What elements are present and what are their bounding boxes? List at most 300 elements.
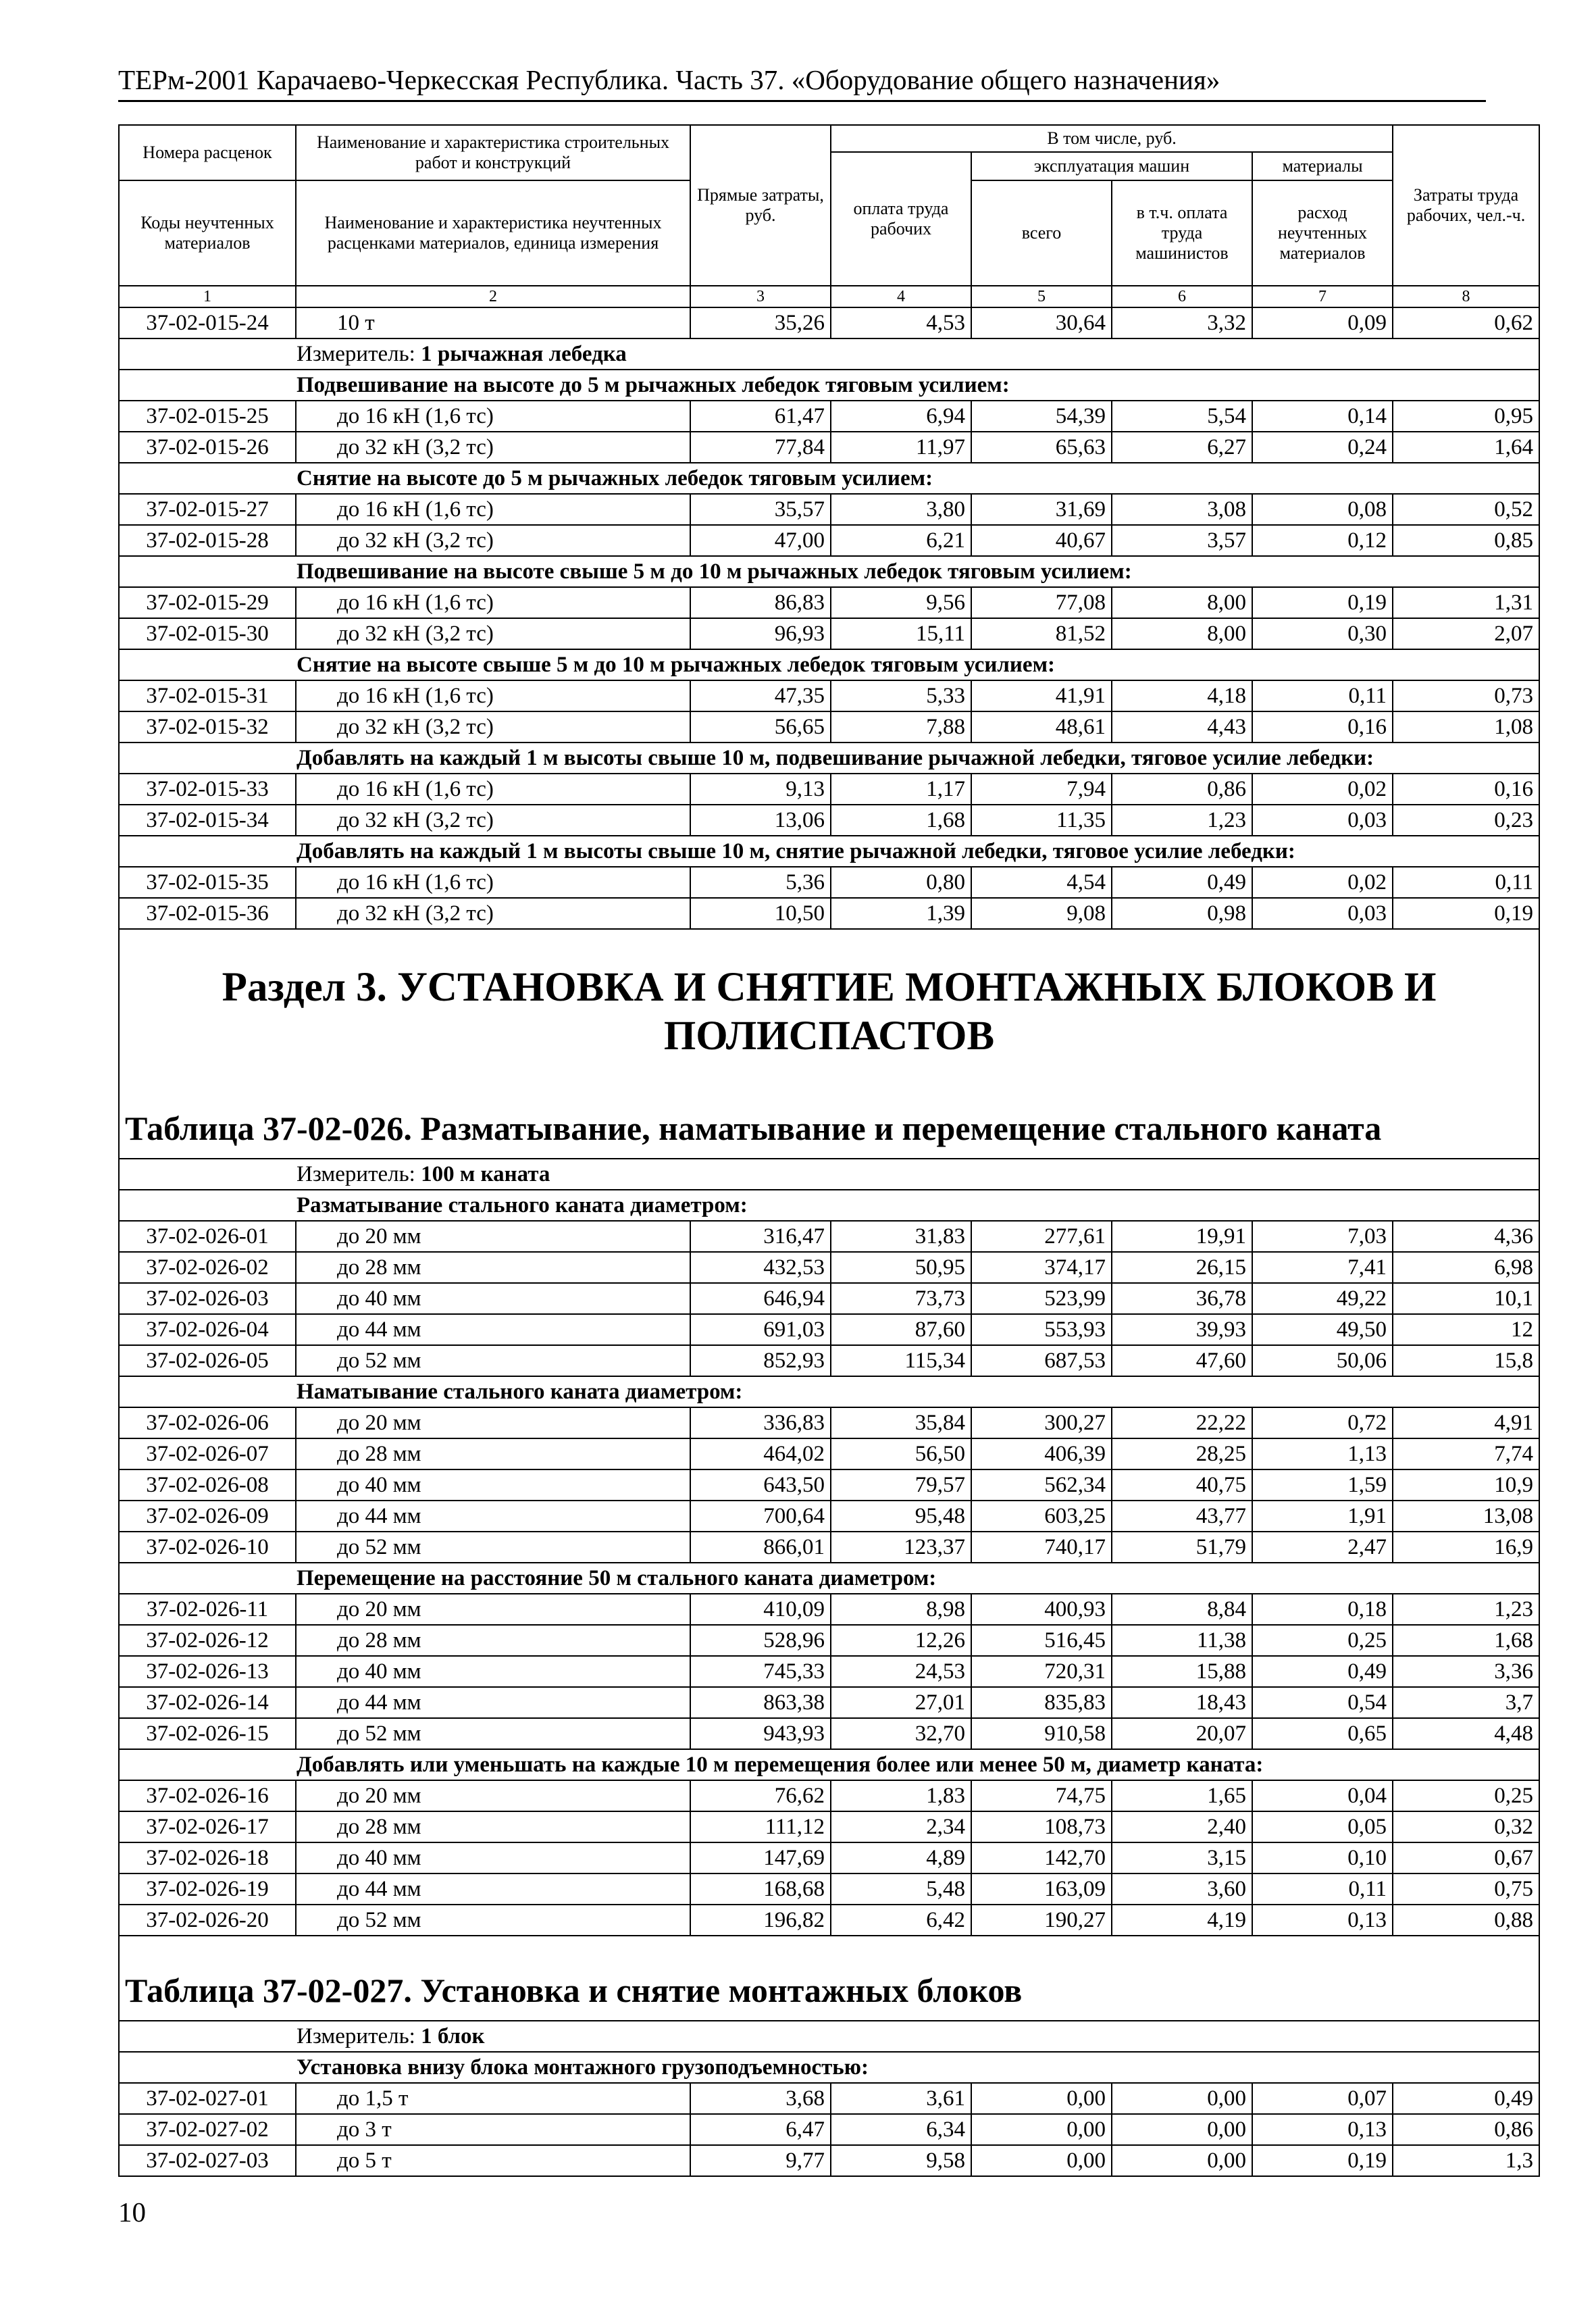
measure-value: 100 м каната [421, 1162, 550, 1186]
materials-consumption-cell: 0,04 [1252, 1780, 1393, 1811]
table-row [119, 432, 1539, 463]
machines-total-cell: 163,09 [971, 1873, 1112, 1905]
direct-costs-cell: 464,02 [690, 1438, 831, 1469]
rate-code-cell: 37-02-015-24 [119, 307, 296, 338]
wages-cell: 115,34 [831, 1345, 971, 1376]
work-name-cell: до 16 кН (1,6 тс) [296, 494, 690, 525]
materials-consumption-cell: 0,24 [1252, 432, 1393, 463]
subheading: Подвешивание на высоте до 5 м рычажных лебедок тяговым усилием: [119, 370, 1539, 401]
materials-consumption-cell: 0,10 [1252, 1842, 1393, 1873]
wages-cell: 6,21 [831, 525, 971, 556]
rate-code-cell: 37-02-026-09 [119, 1501, 296, 1532]
work-name-cell: до 16 кН (1,6 тс) [296, 867, 690, 898]
measure-row [119, 338, 1539, 370]
operator-wages-cell: 0,49 [1112, 867, 1252, 898]
labor-hours-cell: 0,23 [1393, 805, 1539, 836]
wages-cell: 73,73 [831, 1283, 971, 1314]
work-name-cell: до 52 мм [296, 1532, 690, 1563]
machines-total-cell: 277,61 [971, 1221, 1112, 1252]
table-header [119, 125, 1539, 307]
work-name-cell: 10 т [296, 307, 690, 338]
operator-wages-cell: 43,77 [1112, 1501, 1252, 1532]
direct-costs-cell: 35,26 [690, 307, 831, 338]
rates-table [118, 124, 1540, 2177]
work-name-cell: до 3 т [296, 2114, 690, 2145]
wages-cell: 8,98 [831, 1594, 971, 1625]
machines-total-cell: 374,17 [971, 1252, 1112, 1283]
col-direct-costs-header: Прямые затраты, руб. [690, 125, 831, 286]
col-labor-hours-header: Затраты труда рабочих, чел.-ч. [1393, 125, 1539, 286]
wages-cell: 50,95 [831, 1252, 971, 1283]
labor-hours-cell: 0,25 [1393, 1780, 1539, 1811]
table-row [119, 1438, 1539, 1469]
direct-costs-cell: 76,62 [690, 1780, 831, 1811]
direct-costs-cell: 646,94 [690, 1283, 831, 1314]
materials-consumption-cell: 0,19 [1252, 2145, 1393, 2176]
labor-hours-cell: 0,73 [1393, 680, 1539, 711]
operator-wages-cell: 1,65 [1112, 1780, 1252, 1811]
operator-wages-cell: 20,07 [1112, 1718, 1252, 1749]
table-row [119, 774, 1539, 805]
work-name-cell: до 20 мм [296, 1780, 690, 1811]
machines-total-cell: 523,99 [971, 1283, 1112, 1314]
rate-code-cell: 37-02-015-36 [119, 898, 296, 929]
machines-total-cell: 40,67 [971, 525, 1112, 556]
rate-code-cell: 37-02-015-31 [119, 680, 296, 711]
wages-cell: 11,97 [831, 432, 971, 463]
subheading-row [119, 1749, 1539, 1780]
work-name-cell: до 32 кН (3,2 тс) [296, 432, 690, 463]
wages-cell: 0,80 [831, 867, 971, 898]
materials-consumption-cell: 0,03 [1252, 898, 1393, 929]
direct-costs-cell: 111,12 [690, 1811, 831, 1842]
wages-cell: 32,70 [831, 1718, 971, 1749]
wages-cell: 3,61 [831, 2083, 971, 2114]
operator-wages-cell: 4,18 [1112, 680, 1252, 711]
direct-costs-cell: 61,47 [690, 401, 831, 432]
rate-code-cell: 37-02-015-25 [119, 401, 296, 432]
work-name-cell: до 32 кН (3,2 тс) [296, 525, 690, 556]
work-name-cell: до 32 кН (3,2 тс) [296, 898, 690, 929]
materials-consumption-cell: 0,13 [1252, 1905, 1393, 1936]
table-row [119, 1221, 1539, 1252]
work-name-cell: до 5 т [296, 2145, 690, 2176]
work-name-cell: до 16 кН (1,6 тс) [296, 401, 690, 432]
machines-total-cell: 77,08 [971, 587, 1112, 618]
page-number: 10 [118, 2196, 146, 2228]
page-header: ТЕРм-2001 Карачаево-Черкесская Республика. Часть 37. «Оборудование общего назначения» [118, 62, 1486, 102]
wages-cell: 6,34 [831, 2114, 971, 2145]
machines-total-cell: 300,27 [971, 1407, 1112, 1438]
direct-costs-cell: 863,38 [690, 1687, 831, 1718]
wages-cell: 27,01 [831, 1687, 971, 1718]
table-row [119, 2145, 1539, 2176]
operator-wages-cell: 2,40 [1112, 1811, 1252, 1842]
materials-consumption-cell: 1,91 [1252, 1501, 1393, 1532]
table-row [119, 1314, 1539, 1345]
col-number: 3 [690, 286, 831, 307]
machines-total-cell: 910,58 [971, 1718, 1112, 1749]
rate-code-cell: 37-02-026-20 [119, 1905, 296, 1936]
col-work-name-header: Наименование и характеристика строительных работ и конструкций [296, 125, 690, 180]
col-number: 7 [1252, 286, 1393, 307]
materials-consumption-cell: 0,72 [1252, 1407, 1393, 1438]
machines-total-cell: 48,61 [971, 711, 1112, 743]
machines-total-cell: 81,52 [971, 618, 1112, 649]
labor-hours-cell: 4,36 [1393, 1221, 1539, 1252]
measure-row [119, 1159, 1539, 1190]
work-name-cell: до 32 кН (3,2 тс) [296, 618, 690, 649]
work-name-cell: до 52 мм [296, 1345, 690, 1376]
rate-code-cell: 37-02-015-27 [119, 494, 296, 525]
table-row [119, 680, 1539, 711]
labor-hours-cell: 10,9 [1393, 1469, 1539, 1501]
direct-costs-cell: 86,83 [690, 587, 831, 618]
labor-hours-cell: 1,68 [1393, 1625, 1539, 1656]
machines-total-cell: 553,93 [971, 1314, 1112, 1345]
direct-costs-cell: 700,64 [690, 1501, 831, 1532]
table-row [119, 1718, 1539, 1749]
labor-hours-cell: 0,62 [1393, 307, 1539, 338]
col-materials-consumption-header: расход неучтенных материалов [1252, 180, 1393, 286]
materials-consumption-cell: 49,22 [1252, 1283, 1393, 1314]
machines-total-cell: 190,27 [971, 1905, 1112, 1936]
work-name-cell: до 40 мм [296, 1656, 690, 1687]
work-name-cell: до 44 мм [296, 1873, 690, 1905]
subheading-row [119, 370, 1539, 401]
materials-consumption-cell: 0,07 [1252, 2083, 1393, 2114]
labor-hours-cell: 10,1 [1393, 1283, 1539, 1314]
rate-code-cell: 37-02-015-32 [119, 711, 296, 743]
operator-wages-cell: 40,75 [1112, 1469, 1252, 1501]
table-row [119, 1532, 1539, 1563]
operator-wages-cell: 0,98 [1112, 898, 1252, 929]
direct-costs-cell: 9,13 [690, 774, 831, 805]
work-name-cell: до 40 мм [296, 1842, 690, 1873]
operator-wages-cell: 3,60 [1112, 1873, 1252, 1905]
rate-code-cell: 37-02-026-05 [119, 1345, 296, 1376]
direct-costs-cell: 528,96 [690, 1625, 831, 1656]
subheading-row [119, 463, 1539, 494]
table-row [119, 587, 1539, 618]
operator-wages-cell: 22,22 [1112, 1407, 1252, 1438]
materials-consumption-cell: 0,03 [1252, 805, 1393, 836]
table-row [119, 1687, 1539, 1718]
operator-wages-cell: 0,00 [1112, 2083, 1252, 2114]
measure-cell [119, 2021, 1539, 2052]
materials-consumption-cell: 1,13 [1252, 1438, 1393, 1469]
work-name-cell: до 16 кН (1,6 тс) [296, 774, 690, 805]
labor-hours-cell: 13,08 [1393, 1501, 1539, 1532]
table-row [119, 1811, 1539, 1842]
direct-costs-cell: 47,35 [690, 680, 831, 711]
operator-wages-cell: 3,32 [1112, 307, 1252, 338]
direct-costs-cell: 6,47 [690, 2114, 831, 2145]
operator-wages-cell: 1,23 [1112, 805, 1252, 836]
table-row [119, 1656, 1539, 1687]
rate-code-cell: 37-02-026-01 [119, 1221, 296, 1252]
labor-hours-cell: 15,8 [1393, 1345, 1539, 1376]
rate-code-cell: 37-02-026-15 [119, 1718, 296, 1749]
subheading-row [119, 1376, 1539, 1407]
col-number: 4 [831, 286, 971, 307]
labor-hours-cell: 0,85 [1393, 525, 1539, 556]
wages-cell: 31,83 [831, 1221, 971, 1252]
col-material-codes-header: Коды неучтенных материалов [119, 180, 296, 286]
work-name-cell: до 16 кН (1,6 тс) [296, 587, 690, 618]
machines-total-cell: 142,70 [971, 1842, 1112, 1873]
labor-hours-cell: 16,9 [1393, 1532, 1539, 1563]
labor-hours-cell: 6,98 [1393, 1252, 1539, 1283]
operator-wages-cell: 4,43 [1112, 711, 1252, 743]
measure-cell [119, 338, 1539, 370]
col-material-name-header: Наименование и характеристика неучтенных расценками материалов, единица измерения [296, 180, 690, 286]
rate-code-cell: 37-02-015-30 [119, 618, 296, 649]
wages-cell: 6,94 [831, 401, 971, 432]
direct-costs-cell: 47,00 [690, 525, 831, 556]
measure-label: Измеритель: [297, 1162, 421, 1186]
direct-costs-cell: 196,82 [690, 1905, 831, 1936]
labor-hours-cell: 1,31 [1393, 587, 1539, 618]
materials-consumption-cell: 7,41 [1252, 1252, 1393, 1283]
direct-costs-cell: 745,33 [690, 1656, 831, 1687]
col-rate-number-header: Номера расценок [119, 125, 296, 180]
operator-wages-cell: 4,19 [1112, 1905, 1252, 1936]
col-number: 8 [1393, 286, 1539, 307]
materials-consumption-cell: 0,16 [1252, 711, 1393, 743]
subheading-row [119, 836, 1539, 867]
machines-total-cell: 108,73 [971, 1811, 1112, 1842]
operator-wages-cell: 47,60 [1112, 1345, 1252, 1376]
col-wages-header: оплата труда рабочих [831, 152, 971, 286]
direct-costs-cell: 56,65 [690, 711, 831, 743]
machines-total-cell: 406,39 [971, 1438, 1112, 1469]
table-row [119, 711, 1539, 743]
subheading-row [119, 1190, 1539, 1221]
machines-total-cell: 740,17 [971, 1532, 1112, 1563]
rate-code-cell: 37-02-026-12 [119, 1625, 296, 1656]
table-row [119, 307, 1539, 338]
table-row [119, 1345, 1539, 1376]
section-title-row [119, 929, 1539, 1074]
materials-consumption-cell: 0,14 [1252, 401, 1393, 432]
labor-hours-cell: 0,11 [1393, 867, 1539, 898]
table-row [119, 1594, 1539, 1625]
measure-label: Измеритель: [297, 2024, 421, 2048]
table-row [119, 898, 1539, 929]
operator-wages-cell: 8,84 [1112, 1594, 1252, 1625]
machines-total-cell: 720,31 [971, 1656, 1112, 1687]
rate-code-cell: 37-02-015-29 [119, 587, 296, 618]
materials-consumption-cell: 0,65 [1252, 1718, 1393, 1749]
table-row [119, 1252, 1539, 1283]
wages-cell: 24,53 [831, 1656, 971, 1687]
table-row [119, 805, 1539, 836]
materials-consumption-cell: 2,47 [1252, 1532, 1393, 1563]
materials-consumption-cell: 0,30 [1252, 618, 1393, 649]
operator-wages-cell: 3,08 [1112, 494, 1252, 525]
rate-code-cell: 37-02-026-14 [119, 1687, 296, 1718]
rate-code-cell: 37-02-026-17 [119, 1811, 296, 1842]
materials-consumption-cell: 50,06 [1252, 1345, 1393, 1376]
work-name-cell: до 44 мм [296, 1687, 690, 1718]
machines-total-cell: 30,64 [971, 307, 1112, 338]
rate-code-cell: 37-02-026-06 [119, 1407, 296, 1438]
operator-wages-cell: 11,38 [1112, 1625, 1252, 1656]
labor-hours-cell: 1,3 [1393, 2145, 1539, 2176]
rate-code-cell: 37-02-015-26 [119, 432, 296, 463]
wages-cell: 79,57 [831, 1469, 971, 1501]
work-name-cell: до 20 мм [296, 1594, 690, 1625]
direct-costs-cell: 5,36 [690, 867, 831, 898]
machines-total-cell: 65,63 [971, 432, 1112, 463]
operator-wages-cell: 3,57 [1112, 525, 1252, 556]
machines-total-cell: 835,83 [971, 1687, 1112, 1718]
wages-cell: 1,83 [831, 1780, 971, 1811]
labor-hours-cell: 0,67 [1393, 1842, 1539, 1873]
labor-hours-cell: 0,75 [1393, 1873, 1539, 1905]
wages-cell: 2,34 [831, 1811, 971, 1842]
machines-header: эксплуатация машин [971, 152, 1252, 180]
labor-hours-cell: 0,49 [1393, 2083, 1539, 2114]
rate-code-cell: 37-02-026-02 [119, 1252, 296, 1283]
labor-hours-cell: 0,88 [1393, 1905, 1539, 1936]
labor-hours-cell: 0,32 [1393, 1811, 1539, 1842]
table-row [119, 1469, 1539, 1501]
labor-hours-cell: 4,91 [1393, 1407, 1539, 1438]
operator-wages-cell: 36,78 [1112, 1283, 1252, 1314]
materials-consumption-cell: 0,11 [1252, 680, 1393, 711]
machines-total-cell: 0,00 [971, 2145, 1112, 2176]
rate-code-cell: 37-02-026-11 [119, 1594, 296, 1625]
direct-costs-cell: 643,50 [690, 1469, 831, 1501]
direct-costs-cell: 432,53 [690, 1252, 831, 1283]
operator-wages-cell: 28,25 [1112, 1438, 1252, 1469]
table-row [119, 494, 1539, 525]
table-row [119, 1407, 1539, 1438]
wages-cell: 3,80 [831, 494, 971, 525]
subheading: Снятие на высоте до 5 м рычажных лебедок тяговым усилием: [119, 463, 1539, 494]
rate-code-cell: 37-02-026-03 [119, 1283, 296, 1314]
wages-cell: 15,11 [831, 618, 971, 649]
operator-wages-cell: 8,00 [1112, 618, 1252, 649]
subheading: Добавлять или уменьшать на каждые 10 м перемещения более или менее 50 м, диаметр каната: [119, 1749, 1539, 1780]
direct-costs-cell: 147,69 [690, 1842, 831, 1873]
labor-hours-cell: 12 [1393, 1314, 1539, 1345]
measure-label: Измеритель: [297, 342, 421, 366]
work-name-cell: до 40 мм [296, 1469, 690, 1501]
work-name-cell: до 1,5 т [296, 2083, 690, 2114]
rate-code-cell: 37-02-027-01 [119, 2083, 296, 2114]
subheading-row [119, 556, 1539, 587]
machines-total-cell: 31,69 [971, 494, 1112, 525]
direct-costs-cell: 316,47 [690, 1221, 831, 1252]
materials-header: материалы [1252, 152, 1393, 180]
materials-consumption-cell: 0,13 [1252, 2114, 1393, 2145]
direct-costs-cell: 410,09 [690, 1594, 831, 1625]
materials-consumption-cell: 0,09 [1252, 307, 1393, 338]
operator-wages-cell: 39,93 [1112, 1314, 1252, 1345]
wages-cell: 5,33 [831, 680, 971, 711]
materials-consumption-cell: 0,19 [1252, 587, 1393, 618]
materials-consumption-cell: 0,11 [1252, 1873, 1393, 1905]
direct-costs-cell: 336,83 [690, 1407, 831, 1438]
table-row [119, 1905, 1539, 1936]
wages-cell: 87,60 [831, 1314, 971, 1345]
direct-costs-cell: 3,68 [690, 2083, 831, 2114]
measure-row [119, 2021, 1539, 2052]
machines-total-cell: 0,00 [971, 2114, 1112, 2145]
measure-value: 1 рычажная лебедка [421, 342, 627, 366]
operator-wages-cell: 3,15 [1112, 1842, 1252, 1873]
materials-consumption-cell: 0,18 [1252, 1594, 1393, 1625]
wages-cell: 12,26 [831, 1625, 971, 1656]
operator-wages-cell: 8,00 [1112, 587, 1252, 618]
machines-total-cell: 603,25 [971, 1501, 1112, 1532]
wages-cell: 5,48 [831, 1873, 971, 1905]
machines-total-cell: 54,39 [971, 401, 1112, 432]
machines-total-cell: 516,45 [971, 1625, 1112, 1656]
subheading-row [119, 1563, 1539, 1594]
machines-total-cell: 0,00 [971, 2083, 1112, 2114]
materials-consumption-cell: 0,12 [1252, 525, 1393, 556]
machines-total-cell: 41,91 [971, 680, 1112, 711]
table-row [119, 1873, 1539, 1905]
incl-header: В том числе, руб. [831, 125, 1393, 152]
wages-cell: 1,68 [831, 805, 971, 836]
table-row [119, 867, 1539, 898]
materials-consumption-cell: 0,08 [1252, 494, 1393, 525]
rate-code-cell: 37-02-015-33 [119, 774, 296, 805]
materials-consumption-cell: 0,02 [1252, 774, 1393, 805]
wages-cell: 1,17 [831, 774, 971, 805]
operator-wages-cell: 51,79 [1112, 1532, 1252, 1563]
direct-costs-cell: 866,01 [690, 1532, 831, 1563]
col-number: 6 [1112, 286, 1252, 307]
rate-code-cell: 37-02-015-28 [119, 525, 296, 556]
materials-consumption-cell: 0,02 [1252, 867, 1393, 898]
subheading: Подвешивание на высоте свыше 5 м до 10 м рычажных лебедок тяговым усилием: [119, 556, 1539, 587]
subheading-row [119, 649, 1539, 680]
table-title-row [119, 1074, 1539, 1159]
subheading: Перемещение на расстояние 50 м стального каната диаметром: [119, 1563, 1539, 1594]
table-row [119, 401, 1539, 432]
table-title-row [119, 1936, 1539, 2021]
machines-total-cell: 562,34 [971, 1469, 1112, 1501]
materials-consumption-cell: 49,50 [1252, 1314, 1393, 1345]
labor-hours-cell: 2,07 [1393, 618, 1539, 649]
work-name-cell: до 28 мм [296, 1438, 690, 1469]
rates-sheet [118, 124, 1539, 2177]
labor-hours-cell: 7,74 [1393, 1438, 1539, 1469]
operator-wages-cell: 0,00 [1112, 2145, 1252, 2176]
machines-total-cell: 9,08 [971, 898, 1112, 929]
labor-hours-cell: 0,16 [1393, 774, 1539, 805]
work-name-cell: до 16 кН (1,6 тс) [296, 680, 690, 711]
labor-hours-cell: 0,95 [1393, 401, 1539, 432]
labor-hours-cell: 1,64 [1393, 432, 1539, 463]
table-row [119, 1501, 1539, 1532]
operator-wages-cell: 0,00 [1112, 2114, 1252, 2145]
wages-cell: 9,56 [831, 587, 971, 618]
operator-wages-cell: 26,15 [1112, 1252, 1252, 1283]
wages-cell: 56,50 [831, 1438, 971, 1469]
rate-code-cell: 37-02-027-02 [119, 2114, 296, 2145]
wages-cell: 35,84 [831, 1407, 971, 1438]
rate-code-cell: 37-02-026-18 [119, 1842, 296, 1873]
direct-costs-cell: 168,68 [690, 1873, 831, 1905]
machines-total-cell: 74,75 [971, 1780, 1112, 1811]
